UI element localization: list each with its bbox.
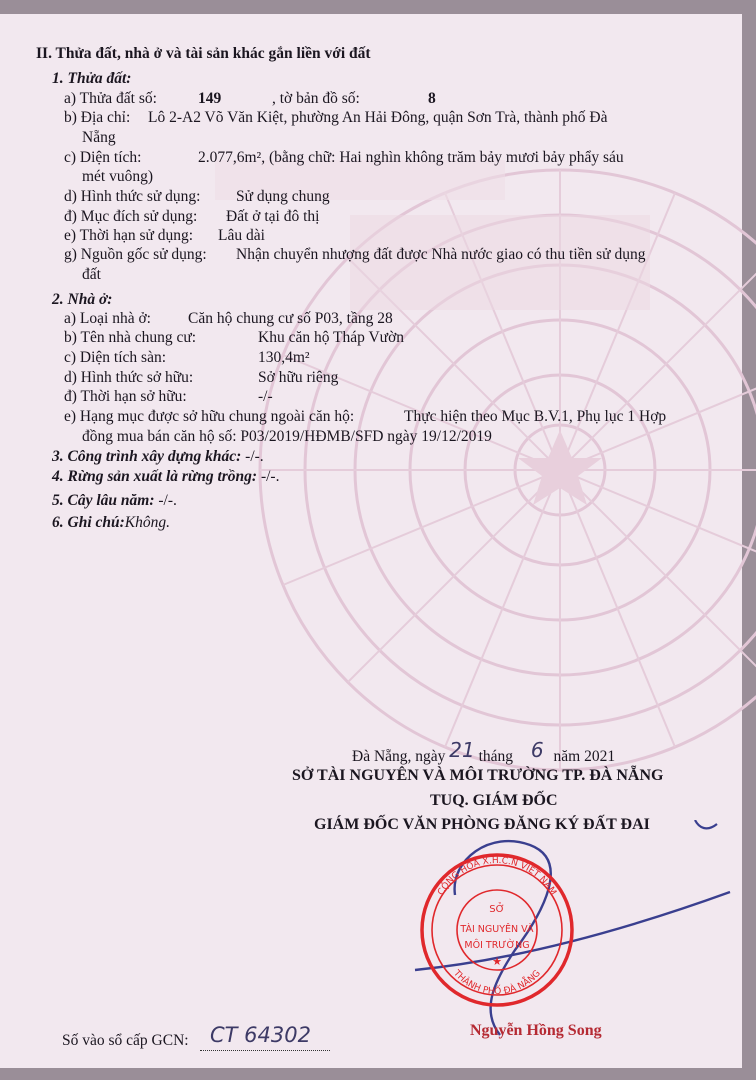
origin-line-2: đất <box>82 266 101 283</box>
signer-title: GIÁM ĐỐC VĂN PHÒNG ĐĂNG KÝ ĐẤT ĐAI <box>314 816 650 833</box>
purpose-value: Đất ở tại đô thị <box>226 208 320 225</box>
official-seal-and-signature <box>395 820 740 1045</box>
address-label: b) Địa chỉ: <box>64 109 131 126</box>
ownership-form-value: Sở hữu riêng <box>258 369 339 386</box>
term-value: Lâu dài <box>218 227 265 244</box>
address-line-1: Lô 2-A2 Võ Văn Kiệt, phường An Hải Đông, quận Sơn Trà, thành phố Đà <box>148 109 608 126</box>
other-construction-value: -/-. <box>245 448 264 465</box>
purpose-label: đ) Mục đích sử dụng: <box>64 208 198 225</box>
note-value: Không. <box>124 514 170 531</box>
map-sheet-label: , tờ bản đồ số: <box>272 90 360 107</box>
house-heading: 2. Nhà ở: <box>52 291 113 308</box>
perennial-trees <box>52 492 177 510</box>
seal-center-line-1: SỞ <box>489 904 505 915</box>
area-line-1: 2.077,6m², (bằng chữ: Hai nghìn không trăm bảy mươi bảy phẩy sáu <box>198 149 624 166</box>
ownership-term-label: đ) Thời hạn sở hữu: <box>64 388 187 405</box>
term-label: e) Thời hạn sử dụng: <box>64 227 194 244</box>
seal-center-line-3: MÔI TRƯỜNG <box>464 940 530 951</box>
seal-center-line-2: TÀI NGUYÊN VÀ <box>460 924 534 935</box>
issue-date <box>352 738 616 766</box>
note <box>52 514 170 532</box>
issuing-authority: SỞ TÀI NGUYÊN VÀ MÔI TRƯỜNG TP. ĐÀ NẴNG <box>292 767 664 784</box>
floor-area-value: 130,4m² <box>258 349 310 366</box>
date-day: 21 <box>449 738 475 762</box>
ownership-form-label: d) Hình thức sở hữu: <box>64 369 194 386</box>
section-heading: II. Thửa đất, nhà ở và tài sản khác gắn liền với đất <box>36 45 371 62</box>
area-label: c) Diện tích: <box>64 149 142 166</box>
parcel-label: a) Thửa đất số: <box>64 90 157 107</box>
date-month: 6 <box>530 738 544 762</box>
origin-line-1: Nhận chuyển nhượng đất được Nhà nước giao có thu tiền sử dụng <box>236 246 646 263</box>
seal-bottom-text: THÀNH PHỐ ĐÀ NẴNG <box>451 968 543 998</box>
planted-forest-label: 4. Rừng sản xuất là rừng trồng: <box>52 468 258 485</box>
note-label: 6. Ghi chú: <box>52 514 125 531</box>
perennial-trees-label: 5. Cây lâu năm: <box>52 492 155 509</box>
common-area-label: e) Hạng mục được sở hữu chung ngoài căn hộ: <box>64 408 355 425</box>
other-construction <box>52 448 264 466</box>
seal-star-icon: ★ <box>492 956 502 968</box>
land-heading: 1. Thửa đất: <box>52 70 132 87</box>
parcel-number: 149 <box>198 90 222 107</box>
building-name-value: Khu căn hộ Tháp Vườn <box>258 329 405 346</box>
registry-dotted-line <box>200 1050 330 1051</box>
planted-forest-value: -/-. <box>260 468 280 485</box>
common-area-line-1: Thực hiện theo Mục B.V.1, Phụ lục 1 Hợp <box>404 408 667 425</box>
registry-number: CT 64302 <box>210 1023 311 1047</box>
area-line-2: mét vuông) <box>82 168 154 185</box>
address-line-2: Nẵng <box>82 129 116 146</box>
other-construction-label: 3. Công trình xây dựng khác: <box>52 448 242 465</box>
signer-name: Nguyễn Hồng Song <box>470 1022 602 1039</box>
perennial-trees-value: -/-. <box>158 492 177 509</box>
origin-label: g) Nguồn gốc sử dụng: <box>64 246 207 263</box>
planted-forest <box>52 468 279 486</box>
map-sheet-number: 8 <box>428 90 436 107</box>
common-area-line-2: đồng mua bán căn hộ số: P03/2019/HĐMB/SFD ngày 19/12/2019 <box>82 428 492 445</box>
house-type-label: a) Loại nhà ở: <box>64 310 151 327</box>
seal-top-text: CỘNG HÒA X.H.C.N VIỆT NAM <box>436 855 558 898</box>
date-year: năm 2021 <box>553 748 616 765</box>
usage-form-value: Sử dụng chung <box>236 188 330 205</box>
date-month-label: tháng <box>478 748 514 765</box>
date-prefix: Đà Nẵng, ngày <box>352 748 446 765</box>
ownership-term-value: -/- <box>258 388 273 405</box>
authorization-line: TUQ. GIÁM ĐỐC <box>430 792 558 809</box>
registry-label: Số vào sổ cấp GCN: <box>62 1032 189 1049</box>
floor-area-label: c) Diện tích sàn: <box>64 349 167 366</box>
house-type-value: Căn hộ chung cư số P03, tầng 28 <box>188 310 393 327</box>
usage-form-label: d) Hình thức sử dụng: <box>64 188 201 205</box>
building-name-label: b) Tên nhà chung cư: <box>64 329 197 346</box>
